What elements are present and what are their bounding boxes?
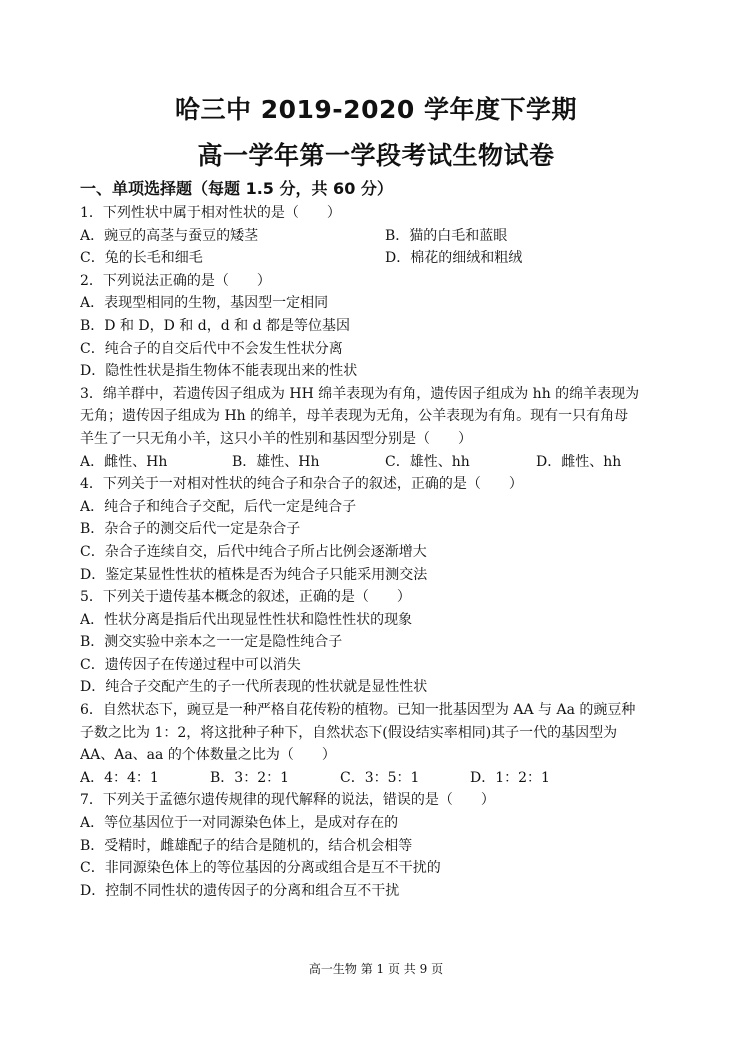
question-3-stem-line2: 无角；遗传因子组成为 Hh 的绵羊，母羊表现为无角，公羊表现为有角。现有一只有角母 (80, 408, 629, 425)
question-7-option-d: D．控制不同性状的遗传因子的分离和组合互不干扰 (80, 882, 400, 899)
question-5-option-c: C．遗传因子在传递过程中可以消失 (80, 656, 301, 673)
question-7-option-c: C．非同源染色体上的等位基因的分离或组合是互不干扰的 (80, 860, 441, 877)
exam-title-line2: 高一学年第一学段考试生物试卷 (197, 141, 555, 170)
question-6-option-d: D．1：2：1 (470, 769, 550, 786)
question-3-option-b: B．雄性、Hh (232, 453, 320, 470)
question-5-option-d: D．纯合子交配产生的子一代所表现的性状就是显性性状 (80, 679, 428, 696)
section-heading: 一、单项选择题（每题 1.5 分，共 60 分） (80, 179, 393, 198)
question-6-stem-line3: AA、Aa、aa 的个体数量之比为（ ） (80, 747, 336, 764)
question-3-option-a: A．雌性、Hh (80, 453, 168, 470)
question-4-stem: 4．下列关于一对相对性状的纯合子和杂合子的叙述，正确的是（ ） (80, 476, 523, 493)
question-2-option-b: B．D 和 D，D 和 d，d 和 d 都是等位基因 (80, 317, 350, 334)
question-1-option-a: A．豌豆的高茎与蚕豆的矮茎 (80, 227, 259, 244)
page-footer: 高一生物 第 1 页 共 9 页 (308, 962, 444, 976)
question-3-stem-line3: 羊生了一只无角小羊，这只小羊的性别和基因型分别是（ ） (80, 430, 472, 447)
question-2-option-d: D．隐性性状是指生物体不能表现出来的性状 (80, 363, 358, 380)
question-4-option-b: B．杂合子的测交后代一定是杂合子 (80, 521, 301, 538)
question-3-option-c: C．雄性、hh (385, 453, 470, 470)
question-1-options-row2 (80, 247, 680, 270)
question-6-option-c: C．3：5：1 (340, 769, 420, 786)
question-5-option-b: B．测交实验中亲本之一一定是隐性纯合子 (80, 634, 343, 651)
question-6-option-a: A．4：4：1 (80, 769, 159, 786)
question-list (80, 202, 680, 902)
question-1-options-row1 (80, 225, 680, 248)
question-4-option-c: C．杂合子连续自交，后代中纯合子所占比例会逐渐增大 (80, 543, 427, 560)
exam-title-line1: 哈三中 2019-2020 学年度下学期 (175, 95, 577, 124)
question-7-option-b: B．受精时，雌雄配子的结合是随机的，结合机会相等 (80, 837, 413, 854)
question-6-options (80, 767, 680, 790)
question-5-stem: 5．下列关于遗传基本概念的叙述，正确的是（ ） (80, 589, 411, 606)
question-1-stem: 1．下列性状中属于相对性状的是（ ） (80, 205, 341, 221)
question-3-option-d: D．雌性、hh (536, 453, 622, 470)
question-6-stem-line2: 子数之比为 1：2，将这批种子种下，自然状态下(假设结实率相同)其子一代的基因型为 (80, 724, 618, 741)
question-4-option-d: D．鉴定某显性性状的植株是否为纯合子只能采用测交法 (80, 566, 428, 583)
question-7-option-a: A．等位基因位于一对同源染色体上，是成对存在的 (80, 815, 399, 832)
question-4-option-a: A．纯合子和纯合子交配，后代一定是纯合子 (80, 498, 357, 515)
question-1-option-d: D．棉花的细绒和粗绒 (385, 250, 523, 267)
question-2-option-c: C．纯合子的自交后代中不会发生性状分离 (80, 340, 343, 357)
question-1-option-c: C．兔的长毛和细毛 (80, 250, 203, 267)
question-6-option-b: B．3：2：1 (210, 769, 290, 786)
question-2-option-a: A．表现型相同的生物，基因型一定相同 (80, 295, 329, 312)
question-6-stem-line1: 6．自然状态下，豌豆是一种严格自花传粉的植物。已知一批基因型为 AA 与 Aa 的豌豆种 (80, 702, 636, 719)
question-2-stem: 2．下列说法正确的是（ ） (80, 272, 271, 289)
question-5-option-a: A．性状分离是指后代出现显性性状和隐性性状的现象 (80, 611, 413, 628)
question-7-stem: 7．下列关于孟德尔遗传规律的现代解释的说法，错误的是（ ） (80, 792, 495, 809)
question-3-stem-line1: 3．绵羊群中，若遗传因子组成为 HH 绵羊表现为有角，遗传因子组成为 hh 的绵羊表现为 (80, 385, 640, 402)
question-1-option-b: B．猫的白毛和蓝眼 (385, 227, 508, 244)
question-3-options (80, 451, 680, 474)
